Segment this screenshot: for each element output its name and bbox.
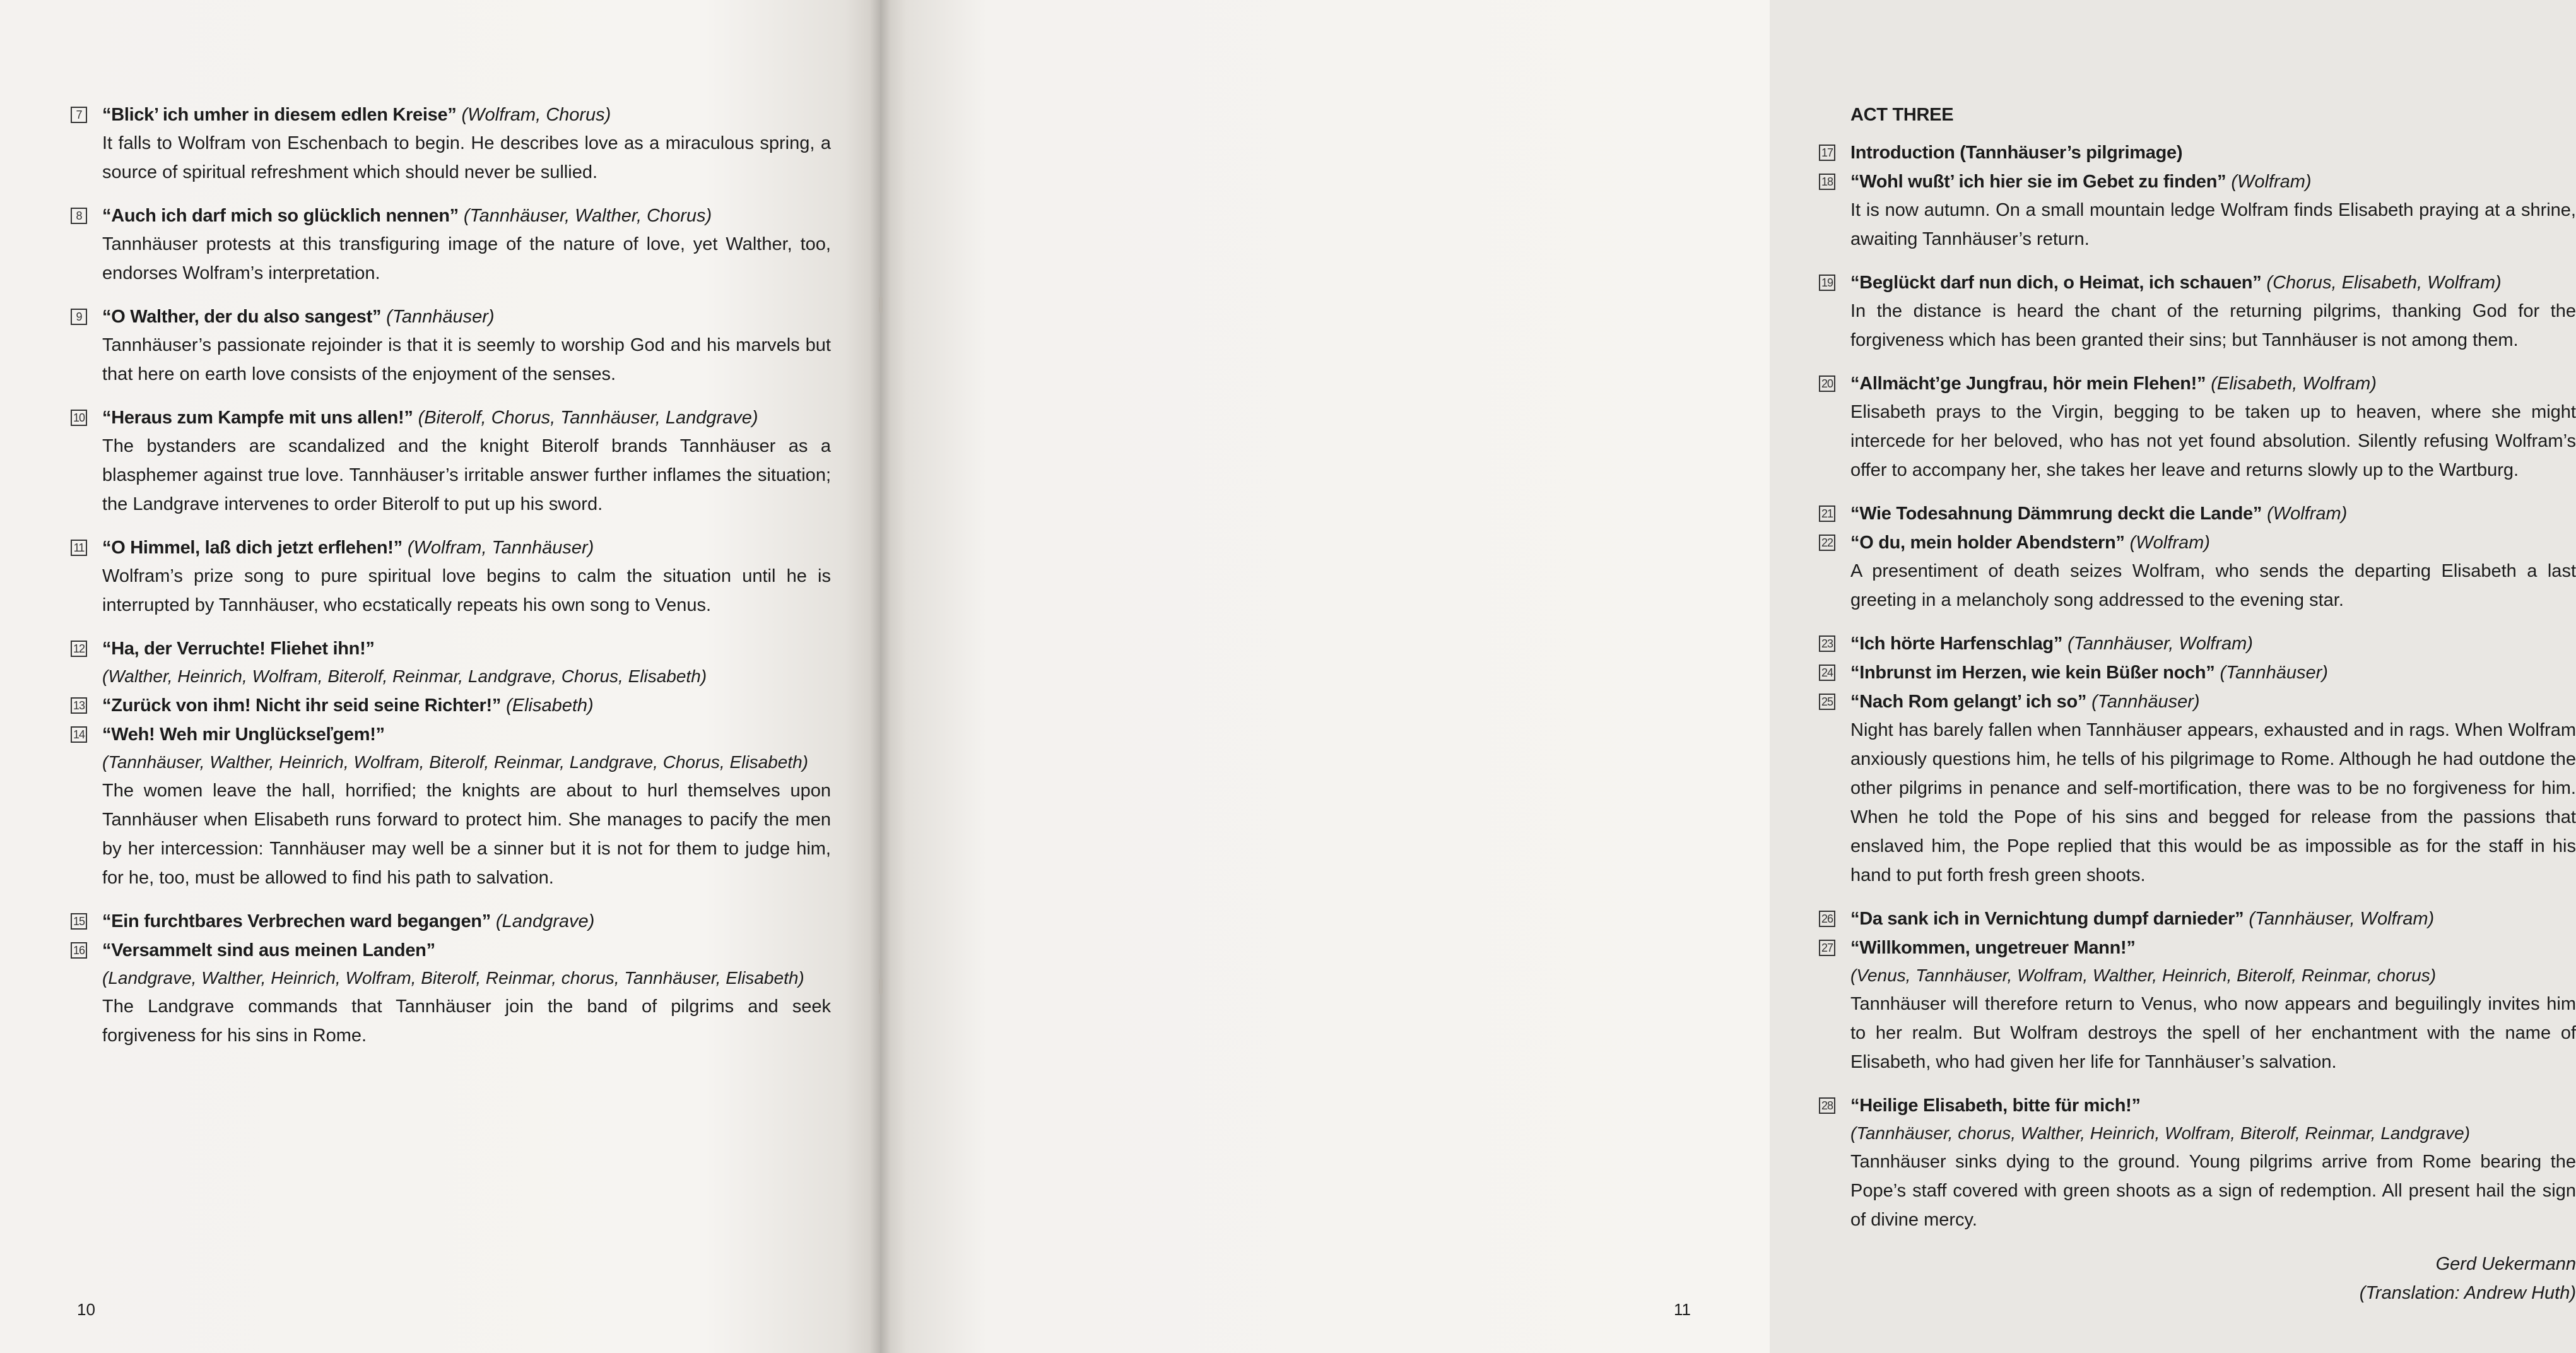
track-roles: (Wolfram, Chorus) [461, 105, 611, 125]
track-roles: (Walther, Heinrich, Wolfram, Biterolf, Reinmar, Landgrave, Chorus, Elisabeth) [102, 666, 707, 686]
track-roles: (Elisabeth) [506, 695, 594, 716]
left-page [0, 0, 880, 1353]
track-number-box: 15 [71, 913, 87, 930]
track-heading-text [102, 303, 495, 331]
track-number-box: 25 [1819, 694, 1835, 710]
track-heading [1819, 659, 2576, 687]
track-heading-text [102, 692, 594, 719]
track-entry [1819, 370, 2576, 485]
track-heading-text [1850, 500, 2347, 528]
track-number-box: 11 [71, 540, 87, 556]
track-roles: (Landgrave) [495, 911, 595, 931]
track-synopsis: Tannhäuser protests at this transfiguring image of the nature of love, yet Walther, too, endorses Wolfram’s interpretation. [102, 234, 831, 283]
track-number-box: 28 [1819, 1097, 1835, 1114]
track-number-box: 10 [71, 410, 87, 426]
track-number-box: 22 [1819, 535, 1835, 551]
track-entry [71, 721, 831, 892]
track-title: “Da sank ich in Vernichtung dumpf darnieder” [1850, 909, 2244, 929]
track-entry [71, 635, 831, 690]
track-heading-text [1850, 139, 2182, 167]
track-heading [71, 202, 831, 230]
track-entry [71, 936, 831, 1050]
track-heading-text [1850, 1092, 2141, 1120]
track-title: “Willkommen, ungetreuer Mann!” [1850, 938, 2136, 958]
track-entry [71, 404, 831, 519]
track-number-box: 7 [71, 107, 87, 123]
track-heading-text [1850, 688, 2200, 716]
track-title: “O du, mein holder Abendstern” [1850, 533, 2125, 553]
track-number-box: 17 [1819, 145, 1835, 161]
track-heading-text [102, 907, 594, 935]
track-title: “Wohl wußt’ ich hier sie im Gebet zu finden” [1850, 172, 2226, 192]
track-entry [1819, 934, 2576, 1077]
track-heading-text [102, 635, 375, 663]
track-heading [1819, 630, 2576, 658]
track-number-box: 8 [71, 208, 87, 224]
track-heading [1819, 529, 2576, 557]
track-roles: (Tannhäuser) [386, 307, 495, 327]
translation-credit: (Translation: Andrew Huth) [2359, 1283, 2576, 1303]
track-roles: (Tannhäuser) [2220, 663, 2328, 683]
track-title: “Ein furchtbares Verbrechen ward begangen” [102, 911, 491, 931]
track-heading-text [102, 101, 611, 129]
track-roles: (Tannhäuser, Wolfram) [2249, 909, 2435, 929]
track-roles: (Tannhäuser, chorus, Walther, Heinrich, Wolfram, Biterolf, Reinmar, Landgrave) [1850, 1123, 2470, 1143]
track-heading-text [1850, 659, 2328, 687]
track-number-box: 26 [1819, 911, 1835, 927]
track-number-box: 13 [71, 697, 87, 714]
track-entry [71, 692, 831, 719]
track-synopsis: A presentiment of death seizes Wolfram, who sends the departing Elisabeth a last greeting in a melancholy song addressed to the evening star. [1850, 561, 2576, 610]
track-entry [1819, 500, 2576, 528]
track-heading [1819, 370, 2576, 398]
track-synopsis: The bystanders are scandalized and the knight Biterolf brands Tannhäuser as a blasphemer against true love. Tannhäuser’s irritable answer further inflames the situation; the Landgrave intervenes to order Biterolf to put up his sword. [102, 436, 831, 514]
track-title: “Weh! Weh mir Unglückseľgem!” [102, 724, 385, 745]
track-entry [1819, 529, 2576, 615]
track-heading [71, 635, 831, 663]
track-heading-text [102, 534, 594, 562]
track-heading [1819, 905, 2576, 933]
track-title: “Allmächt’ge Jungfrau, hör mein Flehen!” [1850, 374, 2206, 394]
track-title: “O Walther, der du also sangest” [102, 307, 382, 327]
track-heading [71, 534, 831, 562]
track-heading [71, 692, 831, 719]
track-entry [71, 534, 831, 620]
track-heading [1819, 500, 2576, 528]
track-roles: (Chorus, Elisabeth, Wolfram) [2266, 273, 2502, 293]
staple [879, 297, 883, 313]
track-heading [71, 404, 831, 432]
act-heading: ACT THREE [1850, 105, 1954, 125]
track-title: “Ha, der Verruchte! Fliehet ihn!” [102, 639, 375, 659]
right-track-list [1819, 101, 2576, 1308]
track-title: “Inbrunst im Herzen, wie kein Büßer noch” [1850, 663, 2215, 683]
track-number-box: 14 [71, 726, 87, 743]
credits [1819, 1250, 2576, 1308]
track-entry [71, 907, 831, 935]
track-entry [1819, 168, 2576, 254]
track-synopsis: It falls to Wolfram von Eschenbach to begin. He describes love as a miraculous spring, a source of spiritual refreshment which should never be sullied. [102, 133, 831, 182]
track-heading [1819, 168, 2576, 196]
track-roles: (Tannhäuser, Wolfram) [2067, 634, 2253, 654]
author-name: Gerd Uekermann [2435, 1254, 2576, 1274]
track-entry [1819, 630, 2576, 658]
track-number-box: 21 [1819, 505, 1835, 522]
track-roles: (Wolfram, Tannhäuser) [407, 538, 594, 558]
track-synopsis: Tannhäuser’s passionate rejoinder is that it is seemly to worship God and his marvels but that here on earth love consists of the enjoyment of the senses. [102, 335, 831, 384]
track-heading-text [1850, 529, 2210, 557]
track-title: “Ich hörte Harfenschlag” [1850, 634, 2063, 654]
track-heading-text [102, 721, 385, 748]
track-roles: (Elisabeth, Wolfram) [2211, 374, 2377, 394]
page-number-right: 11 [1674, 1300, 1691, 1319]
track-title: Introduction (Tannhäuser’s pilgrimage) [1850, 143, 2183, 163]
track-synopsis: Tannhäuser will therefore return to Venus, who now appears and beguilingly invites him to her realm. But Wolfram destroys the spell of her enchantment with the name of Elisabeth, who had given her life for Tannhäuser’s salvation. [1850, 994, 2576, 1072]
track-heading-text [102, 404, 758, 432]
track-title: “Nach Rom gelangt’ ich so” [1850, 692, 2087, 712]
track-number-box: 27 [1819, 940, 1835, 956]
track-synopsis: It is now autumn. On a small mountain ledge Wolfram finds Elisabeth praying at a shrine, awaiting Tannhäuser’s return. [1850, 200, 2576, 249]
track-entry [1819, 139, 2576, 167]
track-title: “Heraus zum Kampfe mit uns allen!” [102, 408, 413, 428]
track-heading [71, 101, 831, 129]
track-number-box: 20 [1819, 375, 1835, 392]
track-synopsis: Wolfram’s prize song to pure spiritual love begins to calm the situation until he is interrupted by Tannhäuser, who ecstatically repeats his own song to Venus. [102, 566, 831, 615]
track-heading [71, 721, 831, 748]
track-entry [71, 202, 831, 288]
track-roles: (Biterolf, Chorus, Tannhäuser, Landgrave) [418, 408, 758, 428]
track-title: “Beglückt darf nun dich, o Heimat, ich schauen” [1850, 273, 2262, 293]
track-roles: (Venus, Tannhäuser, Wolfram, Walther, Heinrich, Biterolf, Reinmar, chorus) [1850, 966, 2437, 985]
track-synopsis: Tannhäuser sinks dying to the ground. Young pilgrims arrive from Rome bearing the Pope’s staff covered with green shoots as a sign of redemption. All present hail the sign of divine mercy. [1850, 1152, 2576, 1230]
track-entry [1819, 905, 2576, 933]
track-title: “Versammelt sind aus meinen Landen” [102, 940, 435, 960]
track-number-box: 23 [1819, 635, 1835, 652]
track-title: “Auch ich darf mich so glücklich nennen” [102, 206, 459, 226]
track-synopsis: Elisabeth prays to the Virgin, begging to be taken up to heaven, where she might intercede for her beloved, who has not yet found absolution. Silently refusing Wolfram’s offer to accompany her, she takes her leave and returns slowly up to the Wartburg. [1850, 402, 2576, 480]
track-heading-text [1850, 905, 2434, 933]
track-heading-text [1850, 934, 2136, 962]
track-entry [1819, 1092, 2576, 1234]
track-roles: (Wolfram) [2267, 504, 2348, 524]
track-synopsis: Night has barely fallen when Tannhäuser appears, exhausted and in rags. When Wolfram anxiously questions him, he tells of his pilgrimage to Rome. Although he had outdone the other pilgrims in penance and self-mortification, there was to be no forgiveness for him. When he told the Pope of his sins and begged for release from the passions that enslaved him, the Pope replied that this would be as impossible as for the staff in his hand to put forth fresh green shoots. [1850, 720, 2576, 885]
track-heading [71, 303, 831, 331]
track-roles: (Tannhäuser) [2091, 692, 2200, 712]
right-page [880, 0, 2576, 1353]
track-roles: (Landgrave, Walther, Heinrich, Wolfram, Biterolf, Reinmar, chorus, Tannhäuser, Elisabeth) [102, 968, 804, 988]
track-number-box: 24 [1819, 665, 1835, 681]
track-title: “Zurück von ihm! Nicht ihr seid seine Richter!” [102, 695, 502, 716]
track-heading [1819, 269, 2576, 297]
track-roles: (Tannhäuser, Walther, Chorus) [463, 206, 712, 226]
track-roles: (Wolfram) [2129, 533, 2210, 553]
staple [879, 978, 883, 995]
track-title: “Blick’ ich umher in diesem edlen Kreise” [102, 105, 457, 125]
track-heading [1819, 688, 2576, 716]
track-number-box: 19 [1819, 275, 1835, 291]
track-synopsis: In the distance is heard the chant of the returning pilgrims, thanking God for the forgiveness which has been granted their sins; but Tannhäuser is not among them. [1850, 301, 2576, 350]
page-number-left: 10 [77, 1300, 95, 1319]
track-heading-text [102, 936, 435, 964]
track-heading [1819, 934, 2576, 962]
gutter-shadow [869, 0, 891, 1353]
track-title: “Heilige Elisabeth, bitte für mich!” [1850, 1096, 2141, 1116]
track-number-box: 16 [71, 942, 87, 959]
track-heading [1819, 139, 2576, 167]
track-heading-text [1850, 269, 2502, 297]
track-entry [1819, 269, 2576, 355]
track-heading [71, 936, 831, 964]
track-entry [71, 101, 831, 187]
track-entry [1819, 659, 2576, 687]
track-synopsis: The Landgrave commands that Tannhäuser join the band of pilgrims and seek forgiveness for his sins in Rome. [102, 996, 831, 1046]
track-roles: (Wolfram) [2231, 172, 2312, 192]
track-heading-text [102, 202, 712, 230]
track-heading-text [1850, 630, 2253, 658]
track-entry [71, 303, 831, 389]
track-number-box: 12 [71, 641, 87, 657]
left-track-list [71, 101, 831, 1065]
track-title: “O Himmel, laß dich jetzt erflehen!” [102, 538, 403, 558]
track-entry [1819, 688, 2576, 890]
track-number-box: 9 [71, 309, 87, 325]
track-heading [71, 907, 831, 935]
track-roles: (Tannhäuser, Walther, Heinrich, Wolfram, Biterolf, Reinmar, Landgrave, Chorus, Elisabeth) [102, 752, 808, 772]
track-number-box: 18 [1819, 174, 1835, 190]
track-heading [1819, 1092, 2576, 1120]
track-title: “Wie Todesahnung Dämmrung deckt die Lande” [1850, 504, 2262, 524]
track-heading-text [1850, 168, 2312, 196]
track-heading-text [1850, 370, 2377, 398]
track-synopsis: The women leave the hall, horrified; the knights are about to hurl themselves upon Tannhäuser when Elisabeth runs forward to protect him. She manages to pacify the men by her intercession: Tannhäuser may well be a sinner but it is not for them to judge him, for he, too, must be allowed to find his path to salvation. [102, 781, 831, 888]
